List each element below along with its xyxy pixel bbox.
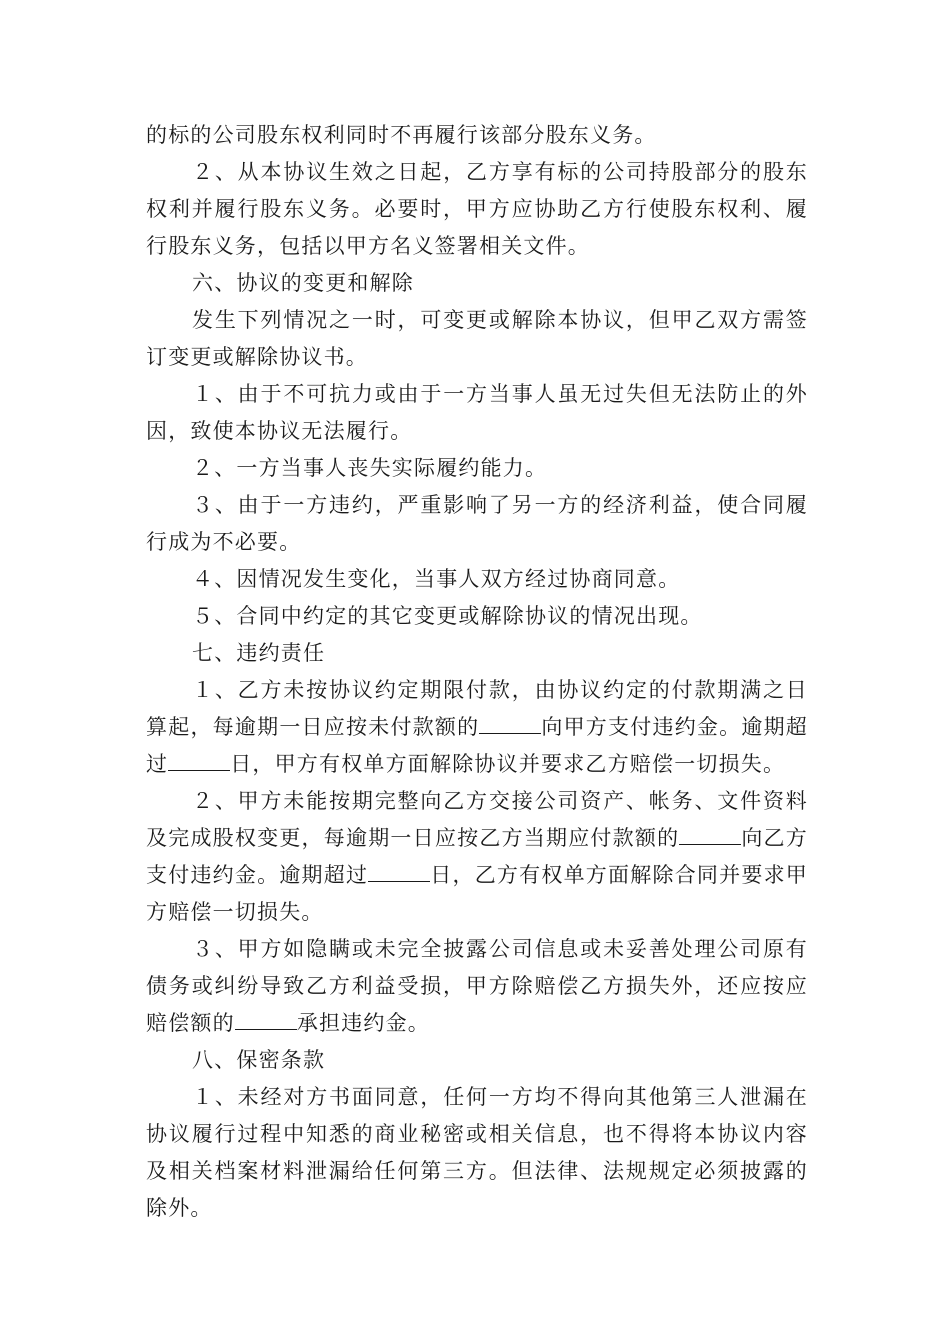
clause-6-1: １、由于不可抗力或由于一方当事人虽无过失但无法防止的外因，致使本协议无法履行。	[146, 382, 808, 443]
fill-blank	[368, 863, 430, 882]
section-6-intro: 发生下列情况之一时，可变更或解除本协议，但甲乙双方需签订变更或解除协议书。	[146, 308, 808, 369]
clause-7-2: ２、甲方未能按期完整向乙方交接公司资产、帐务、文件资料及完成股权变更，每逾期一日应按乙方当期应付款额的 向乙方支付违约金。逾期超过 日，乙方有权单方面解除合同并要求甲方赔偿一切损失。	[146, 789, 809, 924]
fill-blank	[679, 826, 741, 845]
clause-8-1: １、未经对方书面同意，任何一方均不得向其他第三人泄漏在协议履行过程中知悉的商业秘密或相关信息，也不得将本协议内容及相关档案材料泄漏给任何第三方。但法律、法规规定必须披露的除外。	[146, 1085, 808, 1220]
section-heading-6: 六、协议的变更和解除	[192, 271, 414, 295]
clause-6-4: ４、因情况发生变化，当事人双方经过协商同意。	[192, 567, 681, 591]
clause-7-3: ３、甲方如隐瞒或未完全披露公司信息或未妥善处理公司原有债务或纠纷导致乙方利益受损，甲方除赔偿乙方损失外，还应按应赔偿额的 承担违约金。	[146, 937, 808, 1035]
document-body	[146, 117, 808, 1227]
clause-5-2: ２、从本协议生效之日起，乙方享有标的公司持股部分的股东权利并履行股东义务。必要时，甲方应协助乙方行使股东权利、履行股东义务，包括以甲方名义签署相关文件。	[146, 160, 808, 258]
clause-6-2: ２、一方当事人丧失实际履约能力。	[192, 456, 548, 480]
fill-blank	[235, 1011, 297, 1030]
section-heading-8: 八、保密条款	[192, 1048, 326, 1072]
fill-blank	[168, 752, 230, 771]
section-heading-7: 七、违约责任	[192, 641, 326, 665]
clause-6-5: ５、合同中约定的其它变更或解除协议的情况出现。	[192, 604, 703, 628]
clause-7-1: １、乙方未按协议约定期限付款，由协议约定的付款期满之日算起，每逾期一日应按未付款额的 向甲方支付违约金。逾期超过 日，甲方有权单方面解除协议并要求乙方赔偿一切损失。	[146, 678, 809, 776]
fill-blank	[479, 715, 541, 734]
paragraph-continuation: 的标的公司股东权利同时不再履行该部分股东义务。	[146, 123, 657, 147]
clause-6-3: ３、由于一方违约，严重影响了另一方的经济利益，使合同履行成为不必要。	[146, 493, 808, 554]
